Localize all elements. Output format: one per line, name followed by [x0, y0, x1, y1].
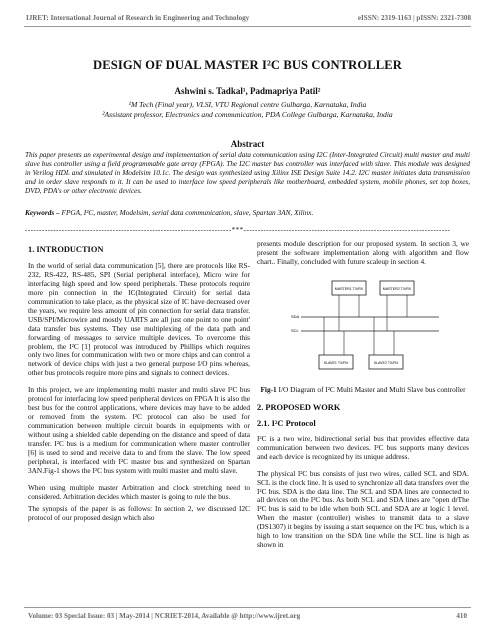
right-column — [257, 240, 469, 558]
volume-info: Volume: 03 Special Issue: 03 | May-2014 | NCRIET-2014, Available @ http://www.ijret.org — [28, 612, 301, 620]
abstract-text: This paper presents an experimental design and implementation of serial data communication using I2C (Inter-Integrated Circuit) multi master and multi slave bus controller using a field programmable gate array (FPGA). The I2C master bus controller was interfaced with slave. This module was designed in Verilog HDL and simulated in Modelsim 10.1c. The design was synthesized using Xilinx ISE Design Suite 14.2. I2C master initiates data transmission and in order slave responds to it. It can be used to interface low speed peripherals like motherboard, embedded system, mobile phones, set top boxes, DVD, PDA's or other electronic devices. — [25, 151, 470, 195]
affiliations — [0, 100, 495, 120]
header-rule — [24, 26, 471, 27]
authors: Ashwini s. Tadkal¹, Padmapriya Patil² — [174, 86, 321, 96]
paper-title: DESIGN OF DUAL MASTER I²C BUS CONTROLLER — [93, 58, 402, 72]
footer-rule — [24, 607, 471, 608]
figure-1 — [257, 275, 469, 379]
figure-caption — [257, 385, 469, 394]
journal-name: IJRET: International Journal of Research in Engineering and Technology — [26, 14, 250, 22]
slave2-label: SLAVE2 TX/RX — [373, 360, 399, 365]
issn: eISSN: 2319-1163 | pISSN: 2321-7308 — [357, 14, 471, 22]
separator: -------------------------------------------------------------------------***------------------------------------------------------------------------- — [25, 226, 451, 234]
proposed-paragraph-1: I²C is a two wire, bidirectional serial bus that provides effective data communication between two devices. I²C bus supports many devices and each device is recognized by its unique address. — [257, 433, 469, 461]
master1-label: MASTER1 TX/RX — [334, 286, 364, 291]
intro-paragraph-4: The synopsis of the paper is as follows: In section 2, we discussed I2C protocol of our proposed design which also — [28, 503, 250, 522]
running-header — [26, 14, 471, 22]
intro-paragraph-3: When using multiple master Arbitration and clock stretching need to considered. Arbitration decides which master is going to rule the bus. — [28, 482, 250, 501]
subsection-heading-i2c-protocol: 2.1. I²C Protocol — [257, 418, 316, 428]
figure-caption-text: I/O Diagram of I²C Multi Master and Multi Slave bus controller — [276, 384, 466, 394]
figure-caption-label: Fig-1 — [260, 384, 277, 394]
running-footer — [28, 612, 467, 620]
keywords-label: Keywords – — [25, 208, 60, 217]
page-number: 410 — [456, 612, 467, 620]
bus-diagram — [279, 275, 449, 379]
intro-paragraph-1: In the world of serial data communication [5], there are protocols like RS-232, RS-422, RS-485, SPI (Serial peripheral interface), Micro wire for interfacing high speed and low speed peripherals. These protocols require more pin connection in the IC(Integrated Circuit) for serial data communication to take place, as the physical size of IC have decreased over the years, we require less amount of pin connection for serial data transfer. USB/SPI/Microwire and mostly UARTS are all just one point to one point' data transfer bus systems. They use multiplexing of the data path and forwarding of messages to service multiple devices. To overcome this problem, the I²C [1] protocol was introduced by Phillips which requires only two lines for communication with two or more chips and can control a network of device chips with just a two general purpose I/O pins whereas, other bus protocols require more pins and signals to connect devices. — [28, 260, 250, 378]
keywords-text: FPGA, I²C, master, Modelsim, serial data communication, slave, Spartan 3AN, Xilinx. — [59, 208, 314, 217]
section-heading-introduction: 1. INTRODUCTION — [28, 245, 104, 254]
abstract-heading: Abstract — [230, 139, 265, 149]
master2-label: MASTER2 TX/RX — [382, 286, 412, 291]
intro-paragraph-2: In this project, we are implementing multi master and multi slave I²C bus protocol for interfacing low speed peripheral devices on FPGA It is also the best bus for the control applications, where devices may have to be added or removed from the system. I²C protocol can also be used for communication between multiple circuit boards in equipments with or without using a shielded cable depending on the distance and speed of data transfer. I²C bus is a medium for communication where master controller [6] is used to send and receive data to and from the slave. The low speed peripheral, is interfaced with I²C master bus and synthesized on Spartan 3AN.Fig-1 shows the I²C bus system with multi master and multi slave. — [28, 385, 250, 475]
keywords — [25, 208, 470, 217]
right-paragraph-0: presents module description for our proposed system. In section 3, we present the software implementation along with algorithm and flow chart.. Finally, concluded with future scaleup in section 4. — [257, 239, 469, 266]
scl-label: SCL — [291, 327, 299, 333]
left-column — [28, 240, 250, 531]
slave1-label: SLAVE1 TX/RX — [323, 360, 349, 365]
section-heading-proposed-work: 2. PROPOSED WORK — [257, 402, 341, 412]
affiliation-1: ¹M Tech (Final year), VLSI, VTU Regional centre Gulbarga, Karnataka, India — [128, 100, 367, 109]
sda-label: SDA — [291, 313, 300, 319]
affiliation-2: ²Assistant professor, Electronics and communication, PDA College Gulbarga, Karnataka, India — [102, 110, 393, 119]
proposed-paragraph-2: The physical I²C bus consists of just two wires, called SCL and SDA. SCL is the clock line. It is used to synchronize all data transfers over the I²C bus. SDA is the data line. The SCL and SDA lines are connected to all devices on the I²C bus. As both SCL and SDA lines are "open drThe I²C bus is said to be idle when both SCL and SDA are at logic 1 level. When the master (controller) wishes to transmit data to a slave (DS1307) it begins by issuing a start sequence on the I²C bus, which is a high to low transition on the SDA line while the SCL line is high as shown in — [257, 468, 469, 550]
